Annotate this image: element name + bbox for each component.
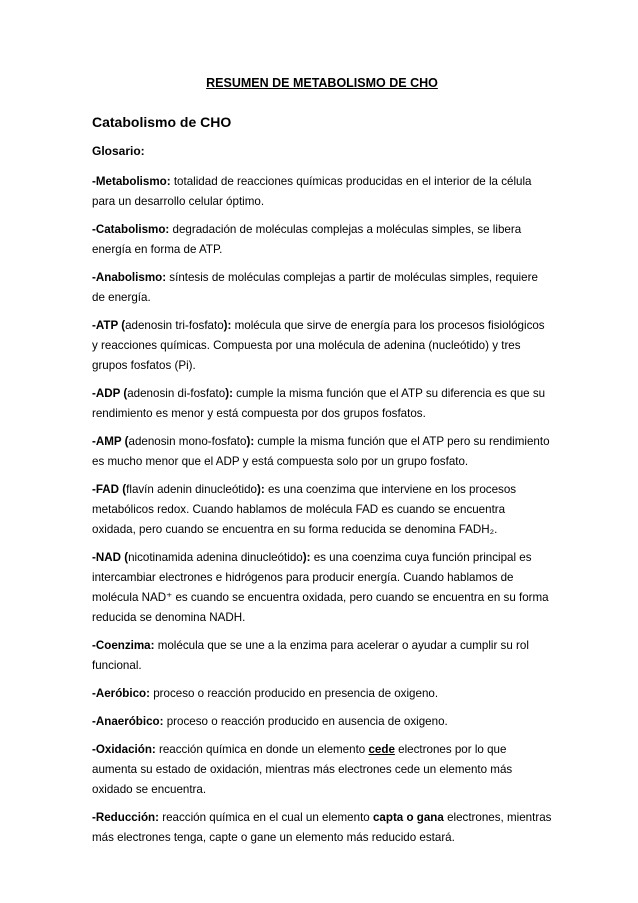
- entry-paren: adenosin di-fosfato: [127, 387, 226, 400]
- entry-term: -Anabolismo:: [92, 271, 167, 284]
- glossary-entry-amp: [92, 432, 552, 472]
- glossary-label: Glosario:: [92, 144, 145, 158]
- entry-term: -AMP (: [92, 435, 129, 448]
- entry-text: proceso o reacción producido en ausencia de oxigeno.: [163, 715, 448, 728]
- glossary-entry-nad: [92, 548, 552, 628]
- entry-text: proceso o reacción producido en presencia de oxigeno.: [149, 687, 439, 700]
- entry-term: -Metabolismo:: [92, 175, 171, 188]
- glossary-entry-anabolismo: [92, 268, 552, 308]
- entry-term-close: ):: [302, 551, 311, 564]
- entry-term: -Aeróbico:: [92, 687, 150, 700]
- entry-text: molécula que se une a la enzima para acelerar o ayudar a cumplir su rol funcional.: [92, 639, 529, 672]
- section-heading: Catabolismo de CHO: [92, 114, 232, 130]
- entry-text-before: reacción química en el cual un elemento: [159, 811, 373, 824]
- entry-term-close: ):: [246, 435, 255, 448]
- document-title: RESUMEN DE METABOLISMO DE CHO: [206, 76, 438, 90]
- entry-text: es una coenzima cuya función principal es intercambiar electrones e hidrógenos para producir energía. Cuando hablamos de molécula NAD⁺ es cuando se encuentra oxidada, pero cuando se encuentra en su forma reducida se denomina NADH.: [92, 551, 549, 624]
- entry-term: -Oxidación:: [92, 743, 156, 756]
- entry-term: -Reducción:: [92, 811, 159, 824]
- glossary-entry-fad: [92, 480, 552, 540]
- entry-text: molécula que sirve de energía para los procesos fisiológicos y reacciones químicas. Compuesta por una molécula de adenina (nucleótido) y tres grupos fosfatos (Pi).: [92, 319, 545, 372]
- entry-term: -ADP (: [92, 387, 128, 400]
- entry-text: cumple la misma función que el ATP su diferencia es que su rendimiento es menor y está compuesta por dos grupos fosfatos.: [92, 387, 546, 420]
- entry-term-close: ):: [223, 319, 232, 332]
- glossary-entry-oxidacion: [92, 740, 552, 800]
- entry-term: -Anaeróbico:: [92, 715, 164, 728]
- entry-paren: adenosin mono-fosfato: [128, 435, 247, 448]
- entry-emphasis: cede: [368, 743, 395, 756]
- glossary-entry-atp: [92, 316, 552, 376]
- entry-text-after: electrones por lo que aumenta su estado de oxidación, mientras más electrones cede un elemento más oxidado se encuentra.: [92, 743, 513, 796]
- entry-text: cumple la misma función que el ATP pero su rendimiento es mucho menor que el ADP y está compuesta solo por un grupo fosfato.: [92, 435, 550, 468]
- glossary-entry-metabolismo: [92, 172, 552, 212]
- entry-text-before: reacción química en donde un elemento: [155, 743, 369, 756]
- entry-term: -Catabolismo:: [92, 223, 170, 236]
- entry-paren: adenosin tri-fosfato: [125, 319, 224, 332]
- glossary-entry-aerobico: [92, 684, 552, 704]
- entry-term-close: ):: [225, 387, 233, 400]
- entry-term: -NAD (: [92, 551, 129, 564]
- entry-term: -ATP (: [92, 319, 126, 332]
- entry-emphasis: capta o gana: [372, 811, 444, 824]
- glossary-entry-anaerobico: [92, 712, 552, 732]
- entry-term: -FAD (: [92, 483, 127, 496]
- entry-text: es una coenzima que interviene en los procesos metabólicos redox. Cuando hablamos de molécula FAD es cuando se encuentra oxidada, pero cuando se encuentra en su forma reducida se denomina FADH₂.: [92, 483, 517, 536]
- entry-text: totalidad de reacciones químicas producidas en el interior de la célula para un desarrollo celular óptimo.: [92, 175, 532, 208]
- glossary-entry-catabolismo: [92, 220, 552, 260]
- glossary-entry-adp: [92, 384, 552, 424]
- glossary-entry-coenzima: [92, 636, 552, 676]
- entry-text: degradación de moléculas complejas a moléculas simples, se libera energía en forma de ATP.: [92, 223, 522, 256]
- entry-paren: flavín adenin dinucleótido: [126, 483, 257, 496]
- entry-term: -Coenzima:: [92, 639, 155, 652]
- glossary-entry-reduccion: [92, 808, 552, 848]
- entry-text: síntesis de moléculas complejas a partir de moléculas simples, requiere de energía.: [92, 271, 538, 304]
- entry-text-after: electrones, mientras más electrones tenga, capte o gane un elemento más reducido estará.: [92, 811, 552, 844]
- entry-paren: nicotinamida adenina dinucleótido: [128, 551, 303, 564]
- entry-term-close: ):: [257, 483, 265, 496]
